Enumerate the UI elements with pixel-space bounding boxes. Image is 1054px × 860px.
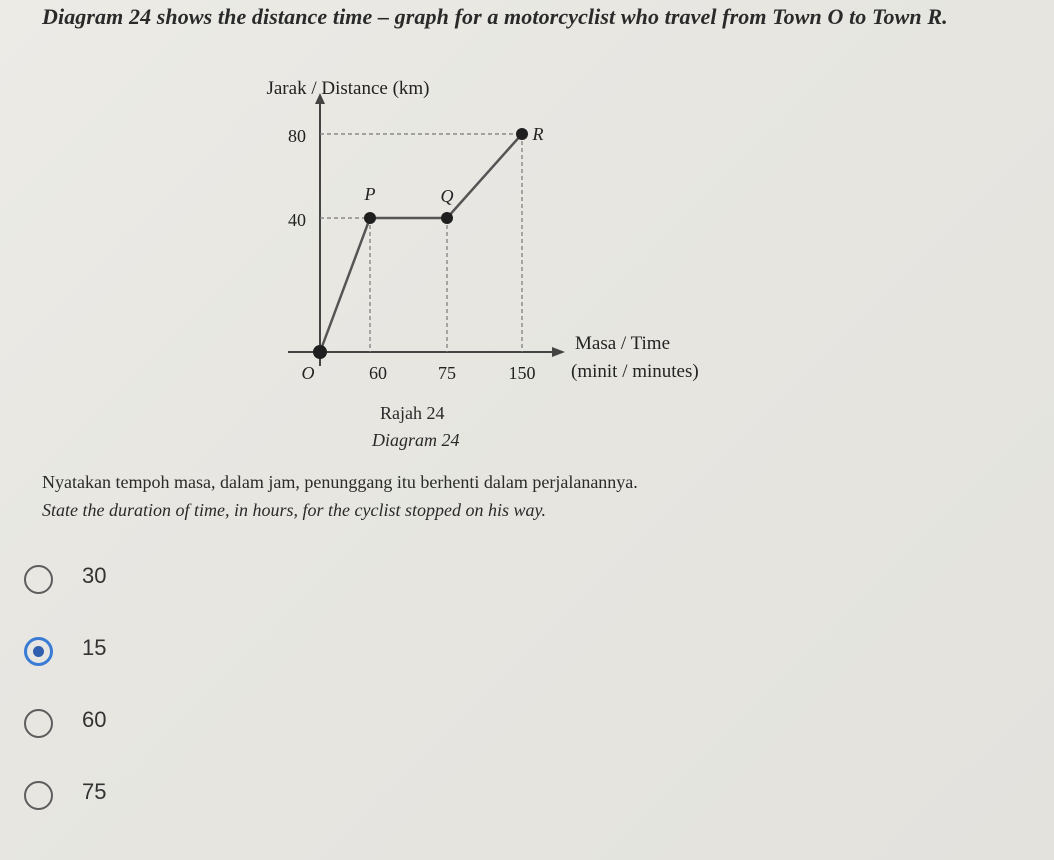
answer-option-label: 15	[82, 635, 107, 660]
answer-option-label: 75	[82, 779, 107, 804]
x-tick-label: 60	[369, 363, 387, 383]
origin-label: O	[301, 363, 315, 383]
x-tick-label: 75	[438, 363, 456, 383]
point-label-q: Q	[440, 186, 454, 206]
x-axis-unit: (minit / minutes)	[571, 361, 699, 382]
radio-button[interactable]	[24, 565, 53, 594]
diagram-caption-english: Diagram 24	[372, 430, 460, 450]
y-tick-label: 40	[288, 210, 306, 230]
x-axis-arrowhead	[552, 347, 565, 357]
radio-button[interactable]	[24, 781, 53, 810]
question-text-english: State the duration of time, in hours, for the cyclist stopped on his way.	[42, 500, 546, 520]
x-tick-label: 150	[508, 363, 536, 383]
question-heading: Diagram 24 shows the distance time – graph for a motorcyclist who travel from Town O to Town R.	[42, 4, 948, 29]
question-text-malay: Nyatakan tempoh masa, dalam jam, penunggang itu berhenti dalam perjalanannya.	[42, 472, 638, 492]
diagram-caption-malay: Rajah 24	[380, 403, 445, 423]
answer-option-1[interactable]	[24, 551, 324, 623]
radio-button[interactable]	[24, 709, 53, 738]
radio-button-selected[interactable]	[24, 637, 53, 666]
point-label-r: R	[532, 124, 544, 144]
x-axis-title: Masa / Time	[575, 333, 671, 354]
answer-option-3[interactable]	[24, 695, 324, 767]
radio-selected-dot	[33, 646, 44, 657]
data-point-p	[364, 212, 376, 224]
answer-option-4[interactable]	[24, 767, 324, 839]
point-label-p: P	[364, 184, 376, 204]
data-point-o	[313, 345, 327, 359]
answer-option-2[interactable]	[24, 623, 324, 695]
data-point-q	[441, 212, 453, 224]
answer-option-label: 60	[82, 707, 107, 732]
answer-option-label: 30	[82, 563, 107, 588]
data-point-r	[516, 128, 528, 140]
distance-series-line	[320, 134, 522, 352]
answer-options	[24, 551, 324, 839]
y-tick-label: 80	[288, 126, 306, 146]
y-axis-title: Jarak / Distance (km)	[266, 78, 430, 99]
